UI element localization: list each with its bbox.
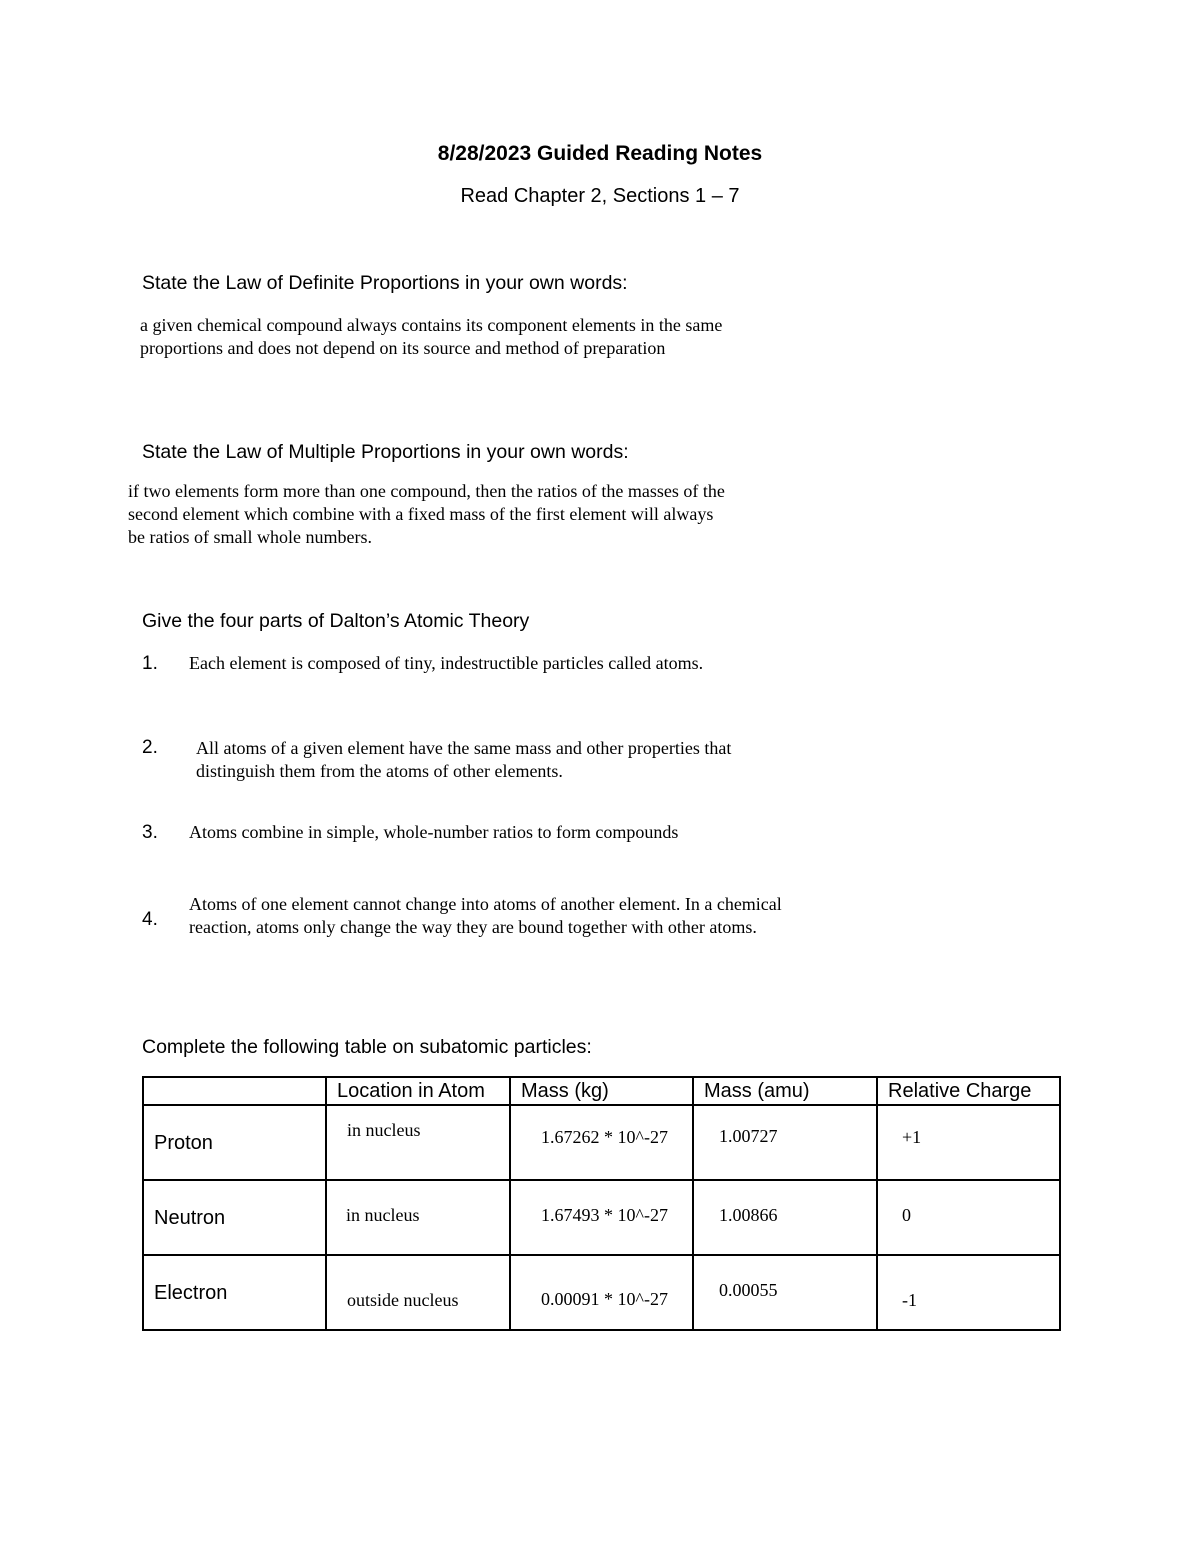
neutron-mass-amu: 1.00866 [719, 1205, 778, 1225]
table-cell [877, 1180, 1060, 1255]
multiple-answer-line-1: if two elements form more than one compound, then the ratios of the masses of the [128, 481, 725, 501]
table-cell [877, 1105, 1060, 1180]
table-header-mass-kg: Mass (kg) [510, 1077, 693, 1105]
neutron-mass-kg: 1.67493 * 10^-27 [541, 1205, 668, 1225]
dalton-item-3-line-1: Atoms combine in simple, whole-number ratios to form compounds [189, 822, 679, 842]
definite-answer-line-2: proportions and does not depend on its source and method of preparation [140, 338, 666, 358]
row-label-neutron: Neutron [154, 1207, 226, 1229]
electron-mass-kg: 0.00091 * 10^-27 [541, 1289, 668, 1309]
table-cell [877, 1255, 1060, 1330]
multiple-answer-line-3: be ratios of small whole numbers. [128, 527, 372, 547]
dalton-item-1-line-1: Each element is composed of tiny, indestructible particles called atoms. [189, 653, 704, 673]
table-header-location: Location in Atom [326, 1077, 510, 1105]
dalton-item-4-line-2: reaction, atoms only change the way they are bound together with other atoms. [189, 917, 757, 937]
table-cell [143, 1105, 326, 1180]
electron-mass-amu: 0.00055 [719, 1280, 778, 1300]
dalton-item-2-line-2: distinguish them from the atoms of other elements. [196, 761, 563, 781]
page-title: 8/28/2023 Guided Reading Notes [437, 142, 763, 165]
row-label-electron: Electron [154, 1282, 228, 1304]
table-question: Complete the following table on subatomic particles: [142, 1036, 592, 1058]
table-cell [693, 1105, 877, 1180]
table-cell [693, 1255, 877, 1330]
table-row [143, 1105, 1060, 1180]
electron-location: outside nucleus [347, 1290, 459, 1310]
table-cell [510, 1180, 693, 1255]
proton-mass-kg: 1.67262 * 10^-27 [541, 1127, 668, 1147]
neutron-charge: 0 [902, 1205, 911, 1225]
dalton-item-4-line-1: Atoms of one element cannot change into atoms of another element. In a chemical [189, 894, 782, 914]
table-row [143, 1255, 1060, 1330]
table-row [143, 1180, 1060, 1255]
definite-answer-line-1: a given chemical compound always contains its component elements in the same [140, 315, 723, 335]
dalton-item-number-1: 1. [142, 653, 158, 674]
table-header-row [143, 1077, 1060, 1105]
electron-charge: -1 [902, 1290, 917, 1310]
dalton-item-2-line-1: All atoms of a given element have the same mass and other properties that [196, 738, 732, 758]
table-header-mass-amu: Mass (amu) [693, 1077, 877, 1105]
table-cell [143, 1255, 326, 1330]
page-subtitle: Read Chapter 2, Sections 1 – 7 [460, 185, 740, 207]
table-cell [326, 1255, 510, 1330]
table-cell [510, 1255, 693, 1330]
table-cell [326, 1105, 510, 1180]
multiple-question: State the Law of Multiple Proportions in your own words: [142, 441, 629, 463]
table-cell [326, 1180, 510, 1255]
row-label-proton: Proton [154, 1132, 213, 1154]
dalton-item-number-3: 3. [142, 822, 158, 843]
dalton-question: Give the four parts of Dalton’s Atomic Theory [142, 610, 530, 632]
table-header-blank [143, 1077, 326, 1105]
proton-location: in nucleus [347, 1120, 421, 1140]
dalton-item-number-4: 4. [142, 909, 158, 930]
neutron-location: in nucleus [346, 1205, 420, 1225]
proton-mass-amu: 1.00727 [719, 1126, 778, 1146]
definite-question: State the Law of Definite Proportions in your own words: [142, 272, 628, 294]
table-cell [510, 1105, 693, 1180]
table-cell [143, 1180, 326, 1255]
dalton-item-number-2: 2. [142, 737, 158, 758]
subatomic-particles-table [142, 1076, 1061, 1331]
multiple-answer-line-2: second element which combine with a fixed mass of the first element will always [128, 504, 714, 524]
proton-charge: +1 [902, 1127, 922, 1147]
table-header-relative-charge: Relative Charge [877, 1077, 1060, 1105]
table-cell [693, 1180, 877, 1255]
